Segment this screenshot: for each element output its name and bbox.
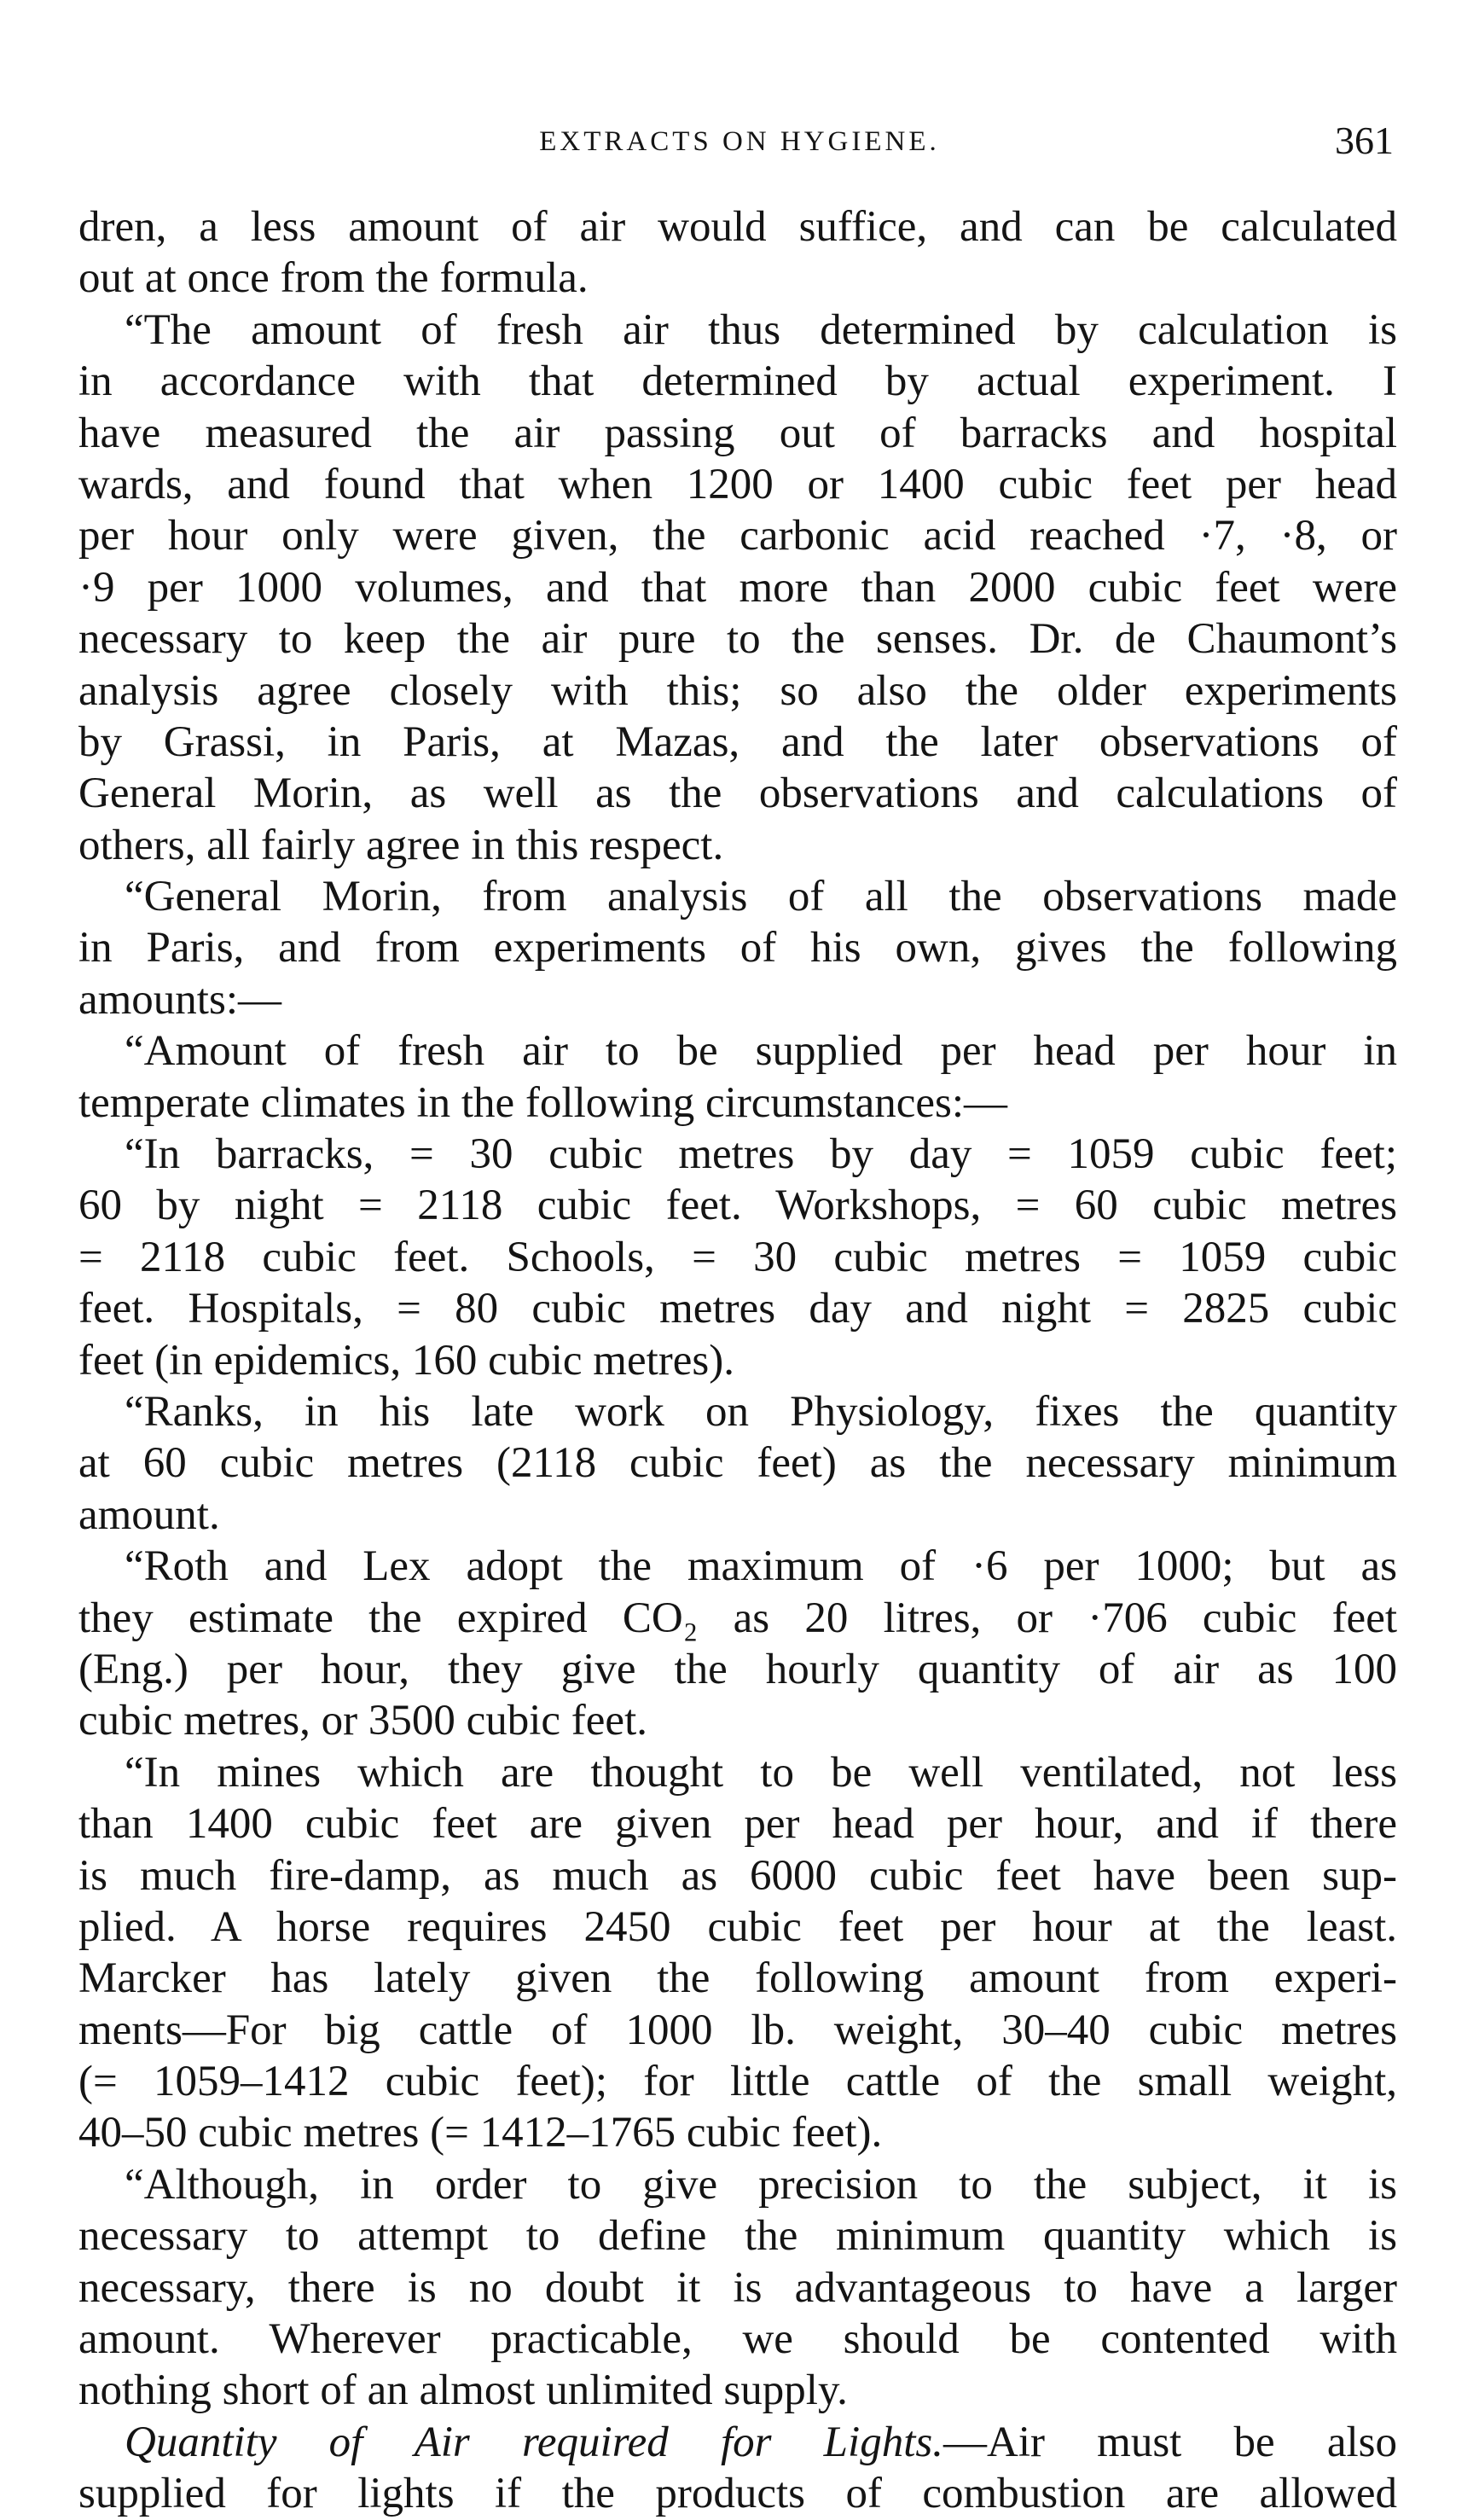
text-line: “Although, in order to give precision to the subject, it is <box>125 2160 1397 2209</box>
text-line: Marcker has lately given the following amount from experi- <box>78 1954 1397 2003</box>
text-line: is much fire-damp, as much as 6000 cubic feet have been sup- <box>78 1851 1397 1900</box>
text-line: ·9 per 1000 volumes, and that more than 2000 cubic feet were <box>78 563 1397 612</box>
text-line: others, all fairly agree in this respect. <box>78 821 724 869</box>
text-line: dren, a less amount of air would suffice, and can be calculated <box>78 203 1397 251</box>
text-line: 40–50 cubic metres (= 1412–1765 cubic feet). <box>78 2109 883 2157</box>
text-line: nothing short of an almost unlimited supply. <box>78 2366 848 2415</box>
text-line: necessary to keep the air pure to the senses. Dr. de Chaumont’s <box>78 615 1397 664</box>
text-line: temperate climates in the following circumstances:— <box>78 1078 1008 1127</box>
text-line: 60 by night = 2118 cubic feet. Workshops, = 60 cubic metres <box>78 1182 1397 1230</box>
text-line: (Eng.) per hour, they give the hourly quantity of air as 100 <box>78 1645 1397 1693</box>
text-line: necessary to attempt to define the minimum quantity which is <box>78 2212 1397 2261</box>
text-line: “General Morin, from analysis of all the observations made <box>125 873 1397 921</box>
text-line: General Morin, as well as the observations and calculations of <box>78 769 1397 818</box>
text-line: in accordance with that determined by actual experiment. I <box>78 357 1397 406</box>
text-line: they estimate the expired CO₂ as 20 litres, or ·706 cubic feet <box>78 1594 1397 1642</box>
text-line: in Paris, and from experiments of his own, gives the following <box>78 924 1397 973</box>
text-line <box>78 2417 1397 2468</box>
text-line: cubic metres, or 3500 cubic feet. <box>78 1697 647 1745</box>
text-line: “Amount of fresh air to be supplied per head per hour in <box>125 1027 1397 1076</box>
page-number: 361 <box>1335 119 1394 162</box>
text-line: have measured the air passing out of barracks and hospital <box>78 409 1397 457</box>
text-line: “In barracks, = 30 cubic metres by day = 1059 cubic feet; <box>125 1130 1397 1179</box>
section-heading: Quantity of Air required for Lights. <box>125 2418 943 2466</box>
body-text <box>78 201 1397 2520</box>
text-line: feet (in epidemics, 160 cubic metres). <box>78 1336 734 1385</box>
text-line: (= 1059–1412 cubic feet); for little cattle of the small weight, <box>78 2058 1397 2106</box>
text-line: wards, and found that when 1200 or 1400 cubic feet per head <box>78 460 1397 508</box>
text-line: analysis agree closely with this; so also the older experiments <box>78 666 1397 715</box>
text-line: “Roth and Lex adopt the maximum of ·6 per 1000; but as <box>125 1542 1397 1591</box>
text-line: at 60 cubic metres (2118 cubic feet) as the necessary minimum <box>78 1439 1397 1488</box>
text-line: = 2118 cubic feet. Schools, = 30 cubic metres = 1059 cubic <box>78 1233 1397 1281</box>
text-line: “In mines which are thought to be well ventilated, not less <box>125 1748 1397 1797</box>
text-line: amount. <box>78 1490 220 1539</box>
section-heading-continuation: —Air must be also <box>942 2418 1397 2466</box>
text-line: out at once from the formula. <box>78 254 589 303</box>
text-line: “Ranks, in his late work on Physiology, fixes the quantity <box>125 1387 1397 1436</box>
text-line: plied. A horse requires 2450 cubic feet per hour at the least. <box>78 1902 1397 1951</box>
text-line: feet. Hospitals, = 80 cubic metres day and night = 2825 cubic <box>78 1285 1397 1333</box>
text-line: “The amount of fresh air thus determined by calculation is <box>125 305 1397 354</box>
text-line: per hour only were given, the carbonic acid reached ·7, ·8, or <box>78 512 1397 560</box>
running-head <box>78 118 1401 169</box>
text-line: supplied for lights if the products of combustion are allowed <box>78 2470 1397 2518</box>
running-title: EXTRACTS ON HYGIENE. <box>539 126 940 157</box>
text-line: necessary, there is no doubt it is advantageous to have a larger <box>78 2263 1397 2312</box>
text-line: by Grassi, in Paris, at Mazas, and the later observations of <box>78 717 1397 766</box>
text-line: amounts:— <box>78 975 281 1024</box>
text-line: ments—For big cattle of 1000 lb. weight, 30–40 cubic metres <box>78 2006 1397 2054</box>
text-line: amount. Wherever practicable, we should be contented with <box>78 2315 1397 2364</box>
text-line: than 1400 cubic feet are given per head per hour, and if there <box>78 1800 1397 1849</box>
